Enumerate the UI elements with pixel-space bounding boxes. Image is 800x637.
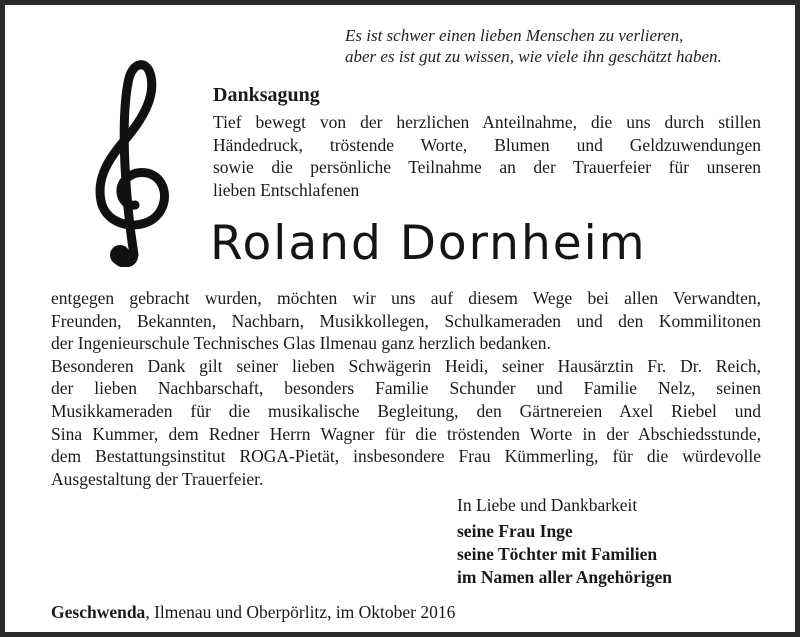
motto-line: aber es ist gut zu wissen, wie viele ihn geschätzt haben. [345,47,722,66]
body-line: entgegen gebracht wurden, möchten wir uns auf diesem Wege bei allen Verwandten, [51,288,761,308]
place-date-rest: , Ilmenau und Oberpörlitz, im Oktober 2016 [145,602,456,622]
intro-line: Tief bewegt von der herzlichen Anteilnahme, die uns durch stillen [213,112,761,132]
thanks-body [51,287,761,490]
paragraph [51,287,761,355]
place-date-line [51,601,651,623]
treble-clef-icon [93,55,175,267]
body-line: Sina Kummer, dem Redner Herrn Wagner für die tröstenden Worte in der Abschiedsstunde, [51,423,761,444]
body-line: Musikkameraden für die musikalische Begleitung, den Gärtnereien Axel Riebel und [51,400,761,421]
body-line: der lieben Nachbarschaft, besonders Familie Schunder und Familie Nelz, seinen [51,378,761,399]
body-line: dem Bestattungsinstitut ROGA-Pietät, insbesondere Frau Kümmerling, für die würdevolle [51,446,761,467]
place-name: Geschwenda [51,602,146,622]
motto-quote [345,25,775,67]
motto-line: Es ist schwer einen lieben Menschen zu verlieren, [345,26,684,45]
intro-text [213,111,761,201]
closing-greeting: In Liebe und Dankbarkeit [457,495,638,515]
deceased-name: Roland Dornheim [210,216,647,271]
signatory: seine Frau Inge [457,520,573,541]
intro-line: lieben Entschlafenen [213,179,360,200]
page-title: Danksagung [213,84,320,106]
body-line: der Ingenieurschule Technisches Glas Ilmenau ganz herzlich bedanken. [51,333,551,354]
signatory: seine Töchter mit Familien [457,543,658,564]
intro-line: Händedruck, tröstende Worte, Blumen und Geldzuwendungen [213,134,761,155]
body-line: Besonderen Dank gilt seiner lieben Schwägerin Heidi, seiner Hausärztin Fr. Dr. Reich, [51,355,761,376]
paragraph [51,355,761,491]
signatory: im Namen aller Angehörigen [457,566,673,587]
body-line: Ausgestaltung der Trauerfeier. [51,468,264,489]
intro-line: sowie die persönliche Teilnahme an der Trauerfeier für unseren [213,157,761,177]
closing-signature [457,494,777,589]
body-line: Freunden, Bekannten, Nachbarn, Musikkollegen, Schulkameraden und den Kommilitonen [51,310,761,331]
